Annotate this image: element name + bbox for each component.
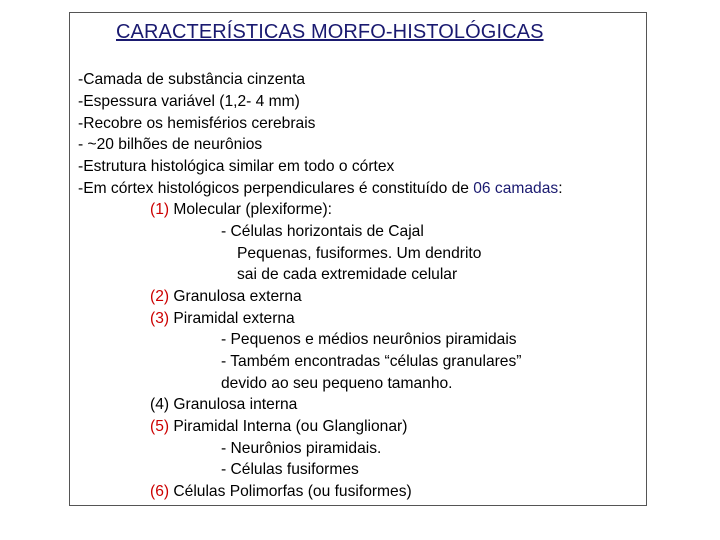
layer-5-detail: - Células fusiformes	[221, 461, 359, 478]
layer-count: 06 camadas	[473, 180, 559, 197]
layer-5-number: (5)	[150, 418, 170, 435]
layer-6-name: Células Polimorfas (ou fusiformes)	[169, 483, 412, 500]
layers-intro-line	[78, 180, 563, 198]
layer-2-name: Granulosa externa	[169, 288, 302, 305]
layer-4-heading	[150, 396, 297, 414]
layer-2-heading	[150, 288, 302, 306]
layer-1-name: Molecular (plexiforme):	[169, 201, 332, 218]
layer-2-number: (2)	[150, 288, 170, 305]
layer-4-number: (4)	[150, 396, 170, 413]
layer-3-detail: - Pequenos e médios neurônios piramidais	[221, 331, 517, 348]
layer-5-name: Piramidal Interna (ou Glanglionar)	[169, 418, 408, 435]
layer-1-number: (1)	[150, 201, 170, 218]
layers-intro-text: -Em córtex histológicos perpendiculares é constituído de	[78, 180, 474, 197]
intro-line: -Estrutura histológica similar em todo o córtex	[78, 158, 395, 175]
layer-5-heading	[150, 418, 407, 436]
layer-1-heading	[150, 201, 332, 219]
layer-3-number: (3)	[150, 310, 170, 327]
layer-3-detail: devido ao seu pequeno tamanho.	[221, 375, 453, 392]
layer-5-detail: - Neurônios piramidais.	[221, 440, 382, 457]
layer-1-detail: - Células horizontais de Cajal	[221, 223, 424, 240]
layer-3-name: Piramidal externa	[169, 310, 295, 327]
layers-intro-suffix: :	[558, 180, 563, 197]
layer-1-detail: sai de cada extremidade celular	[237, 266, 458, 283]
intro-line: -Recobre os hemisférios cerebrais	[78, 115, 316, 132]
layer-6-heading	[150, 483, 412, 501]
intro-line: - ~20 bilhões de neurônios	[78, 136, 263, 153]
slide-title: CARACTERÍSTICAS MORFO-HISTOLÓGICAS	[116, 21, 544, 43]
intro-line: -Espessura variável (1,2- 4 mm)	[78, 93, 300, 110]
layer-6-number: (6)	[150, 483, 170, 500]
layer-4-name: Granulosa interna	[169, 396, 298, 413]
layer-1-detail: Pequenas, fusiformes. Um dendrito	[237, 245, 482, 262]
layer-3-heading	[150, 310, 295, 328]
intro-line: -Camada de substância cinzenta	[78, 71, 306, 88]
layer-3-detail: - Também encontradas “células granulares”	[221, 353, 522, 370]
